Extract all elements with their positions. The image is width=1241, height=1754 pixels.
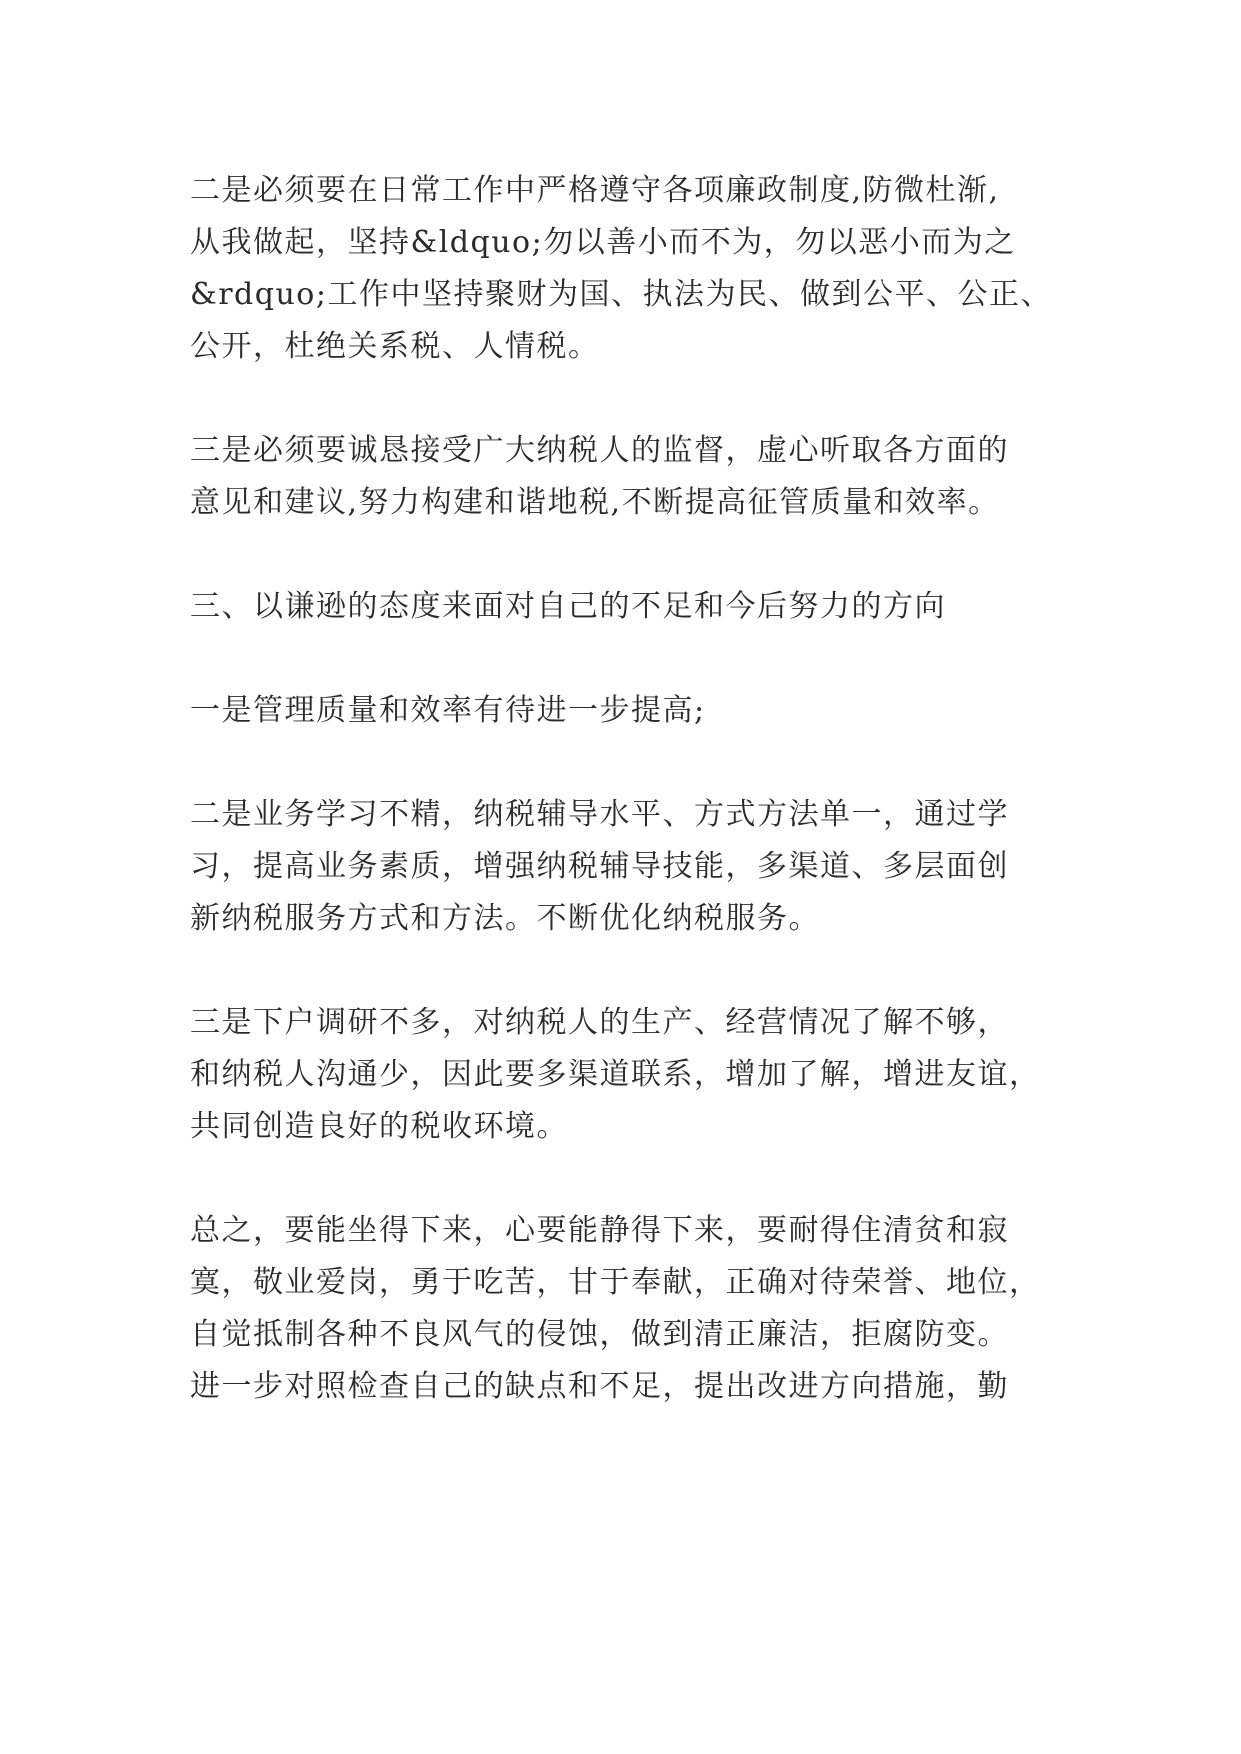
paragraph-accept-supervision: 三是必须要诚恳接受广大纳税人的监督，虚心听取各方面的 意见和建议,努力构建和谐地税,不断提高征管质量和效率。: [190, 433, 1009, 520]
paragraph-management-quality: 一是管理质量和效率有待进一步提高;: [190, 693, 706, 728]
paragraph-business-study: 二是业务学习不精，纳税辅导水平、方式方法单一，通过学 习，提高业务素质，增强纳税辅导技能，多渠道、多层面创 新纳税服务方式和方法。不断优化纳税服务。: [190, 797, 1009, 936]
paragraph-integrity-rules: 二是必须要在日常工作中严格遵守各项廉政制度,防微杜渐, 从我做起，坚持&ldquo;勿以善小而不为，勿以恶小而为之 &rdquo;工作中坚持聚财为国、执法为民、做到公平、公正、 公开，杜绝关系税、人情税。: [190, 173, 1052, 364]
document-body: [190, 165, 1090, 1413]
section-heading-shortcomings: 三、以谦逊的态度来面对自己的不足和今后努力的方向: [190, 589, 946, 624]
paragraph-field-research: 三是下户调研不多，对纳税人的生产、经营情况了解不够， 和纳税人沟通少，因此要多渠道联系，增加了解，增进友谊， 共同创造良好的税收环境。: [190, 1005, 1041, 1144]
paragraph-conclusion: 总之，要能坐得下来，心要能静得下来，要耐得住清贫和寂 寞，敬业爱岗，勇于吃苦，甘于奉献，正确对待荣誉、地位， 自觉抵制各种不良风气的侵蚀，做到清正廉洁，拒腐防变。 进一步对照检查自己的缺点和不足，提出改进方向措施，勤: [190, 1213, 1041, 1404]
